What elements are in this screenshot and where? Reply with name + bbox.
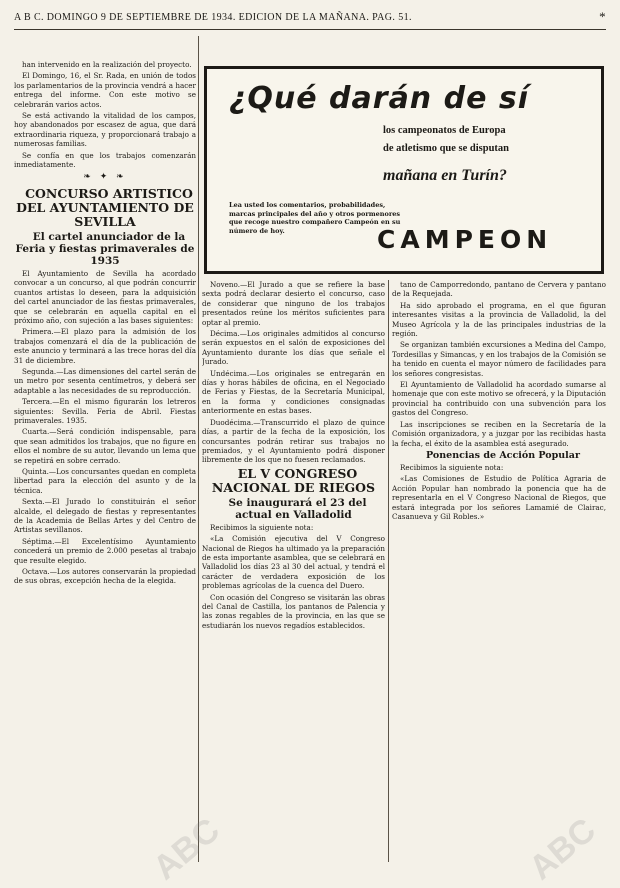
ad-brand: CAMPEON	[377, 225, 553, 254]
header-rule	[14, 29, 606, 30]
ad-title: ¿Qué darán de sí	[229, 81, 530, 116]
article-paragraph: Octava.—Los autores conservarán la propiedad de sus obras, excepción hecha de la elegida.	[14, 567, 196, 586]
ornament-divider: ❧ ✦ ❧	[83, 172, 127, 183]
ad-note: Lea usted los comentarios, probabilidades, marcas principales del año y otros pormenores que recoge nuestro compañero Campeón en su número de hoy.	[229, 201, 401, 235]
article-paragraph: tano de Camporredondo, pantano de Cervera y pantano de la Requejada.	[392, 280, 606, 299]
article-paragraph: Quinta.—Los concursantes quedan en completa libertad para la elección del asunto y de la técnica.	[14, 467, 196, 495]
article-paragraph: han intervenido en la realización del proyecto.	[22, 60, 192, 69]
article-subheadline: Se inaugurará el 23 del actual en Valladolid	[228, 496, 367, 521]
column-middle	[202, 280, 385, 860]
ad-line: los campeonatos de Europa	[383, 125, 506, 136]
article-paragraph: El Ayuntamiento de Sevilla ha acordado convocar a un concurso, al que podrán concurrir cuantos artistas lo deseen, para la adquisición del cartel anunciador de las fiestas primaverales, que se celebrarán en aquella capital en el próximo año, con sujeción a las bases siguientes:	[14, 268, 196, 325]
article-paragraph: Las inscripciones se reciben en la Secretaría de la Comisión organizadora, y a juzgar por las recibidas hasta la fecha, el éxito de la asamblea está asegurado.	[392, 419, 606, 448]
article-paragraph: «Las Comisiones de Estudio de Política Agraria de Acción Popular han nombrado la ponencia que ha de representarla en el V Congreso Nacional de Riegos, que estará integrada por los señores Lamamié de Clairac, Casanueva y Gil Robles.»	[392, 474, 606, 521]
header-text: A B C. DOMINGO 9 DE SEPTIEMBRE DE 1934. EDICION DE LA MAÑANA. PAG. 51.	[14, 11, 412, 23]
article-paragraph: Duodécima.—Transcurrido el plazo de quince días, a partir de la fecha de la exposición, los concursantes podrán retirar sus trabajos no premiados, y el Ayuntamiento podrá disponer libremente de los que no fuesen reclamados.	[202, 417, 385, 465]
article-paragraph: Undécima.—Los originales se entregarán en días y horas hábiles de oficina, en el Negociado de Ferias y Fiestas, de la Secretaría Municipal, en la forma y condiciones consignadas anteriormente en estas bases.	[202, 368, 385, 416]
watermark-logo: ABC	[146, 810, 227, 888]
article-paragraph: Décima.—Los originales admitidos al concurso serán expuestos en el salón de exposiciones del Ayuntamiento durante los días que señale el Jurado.	[202, 329, 385, 367]
article-paragraph: Se organizan también excursiones a Medina del Campo, Tordesillas y Simancas, y en los trabajos de la Comisión se ha tenido en cuenta el mayor número de facilidades para los señores congresistas.	[392, 340, 606, 378]
ad-line: mañana en Turín?	[383, 167, 507, 184]
article-paragraph: Cuarta.—Será condición indispensable, para que sean admitidos los trabajos, que no figure en ellos el nombre de su autor, llevando un lema que se repetirá en sobre cerrado.	[14, 427, 196, 465]
article-paragraph: «La Comisión ejecutiva del V Congreso Nacional de Riegos ha ultimado ya la preparación de esta importante asamblea, que se celebrará en Valladolid los días 23 al 30 del actual, y tendrá el carácter de verdadera exposición de los problemas agrícolas de la cuenca del Duero.	[202, 534, 385, 591]
article-paragraph: Noveno.—El Jurado a que se refiere la base sexta podrá declarar desierto el concurso, caso de considerar que ninguno de los trabajos presentados reúne los méritos suficientes para optar al premio.	[202, 280, 385, 327]
article-subheadline: El cartel anunciador de la Feria y fiestas primaverales de 1935	[15, 230, 195, 267]
article-paragraph: Primera.—El plazo para la admisión de los trabajos comenzará el día de la publicación de este anuncio y terminará a las trece horas del día 31 de diciembre.	[14, 327, 196, 365]
article-paragraph: El Domingo, 16, el Sr. Rada, en unión de todos los parlamentarios de la provincia vendrá a hacer entrega del informe. Con este motivo se celebrarán varios actos.	[14, 71, 196, 109]
article-paragraph: Recibimos la siguiente nota:	[400, 462, 504, 472]
campeon-advertisement	[204, 66, 604, 274]
column-right	[392, 280, 606, 860]
article-headline: Ponencias de Acción Popular	[426, 449, 580, 461]
article-paragraph: Recibimos la siguiente nota:	[210, 522, 314, 532]
article-headline: EL V CONGRESO NACIONAL DE RIEGOS	[211, 465, 376, 495]
article-paragraph: Sexta.—El Jurado lo constituirán el señor alcalde, el delegado de fiestas y representantes de la Academia de Bellas Artes y del Centro de Artistas sevillanos.	[14, 497, 196, 535]
article-paragraph: Tercera.—En el mismo figurarán los letreros siguientes: Sevilla. Feria de Abril. Fiestas primaverales. 1935.	[14, 397, 196, 425]
article-paragraph: Se está activando la vitalidad de los campos, hoy abandonados por escasez de agua, que dará extraordinaria riqueza, y proporcionará trabajo a numerosas familias.	[14, 111, 196, 149]
article-paragraph: El Ayuntamiento de Valladolid ha acordado sumarse al homenaje que con este motivo se ofrecerá, y la Diputación provincial ha contribuido con una subvención para los gastos del Congreso.	[392, 380, 606, 418]
column-divider	[388, 280, 389, 862]
article-paragraph: Se confía en que los trabajos comenzarán inmediatamente.	[14, 150, 196, 170]
page-header	[14, 8, 606, 26]
article-paragraph: Séptima.—El Excelentísimo Ayuntamiento concederá un premio de 2.000 pesetas al trabajo que resulte elegido.	[14, 536, 196, 565]
header-mark: *	[599, 9, 606, 24]
ad-line: de atletismo que se disputan	[383, 143, 510, 154]
article-paragraph: Ha sido aprobado el programa, en el que figuran interesantes visitas a la provincia de Valladolid, la del Museo Agrícola y la de las principales industrias de la región.	[392, 300, 606, 339]
column-left	[14, 60, 196, 860]
article-paragraph: Segunda.—Las dimensiones del cartel serán de un metro por sesenta centímetros, y deberá ser adaptable a las necesidades de su reproducción.	[14, 366, 196, 395]
watermark-logo: ABC	[522, 810, 603, 888]
column-divider	[198, 36, 199, 862]
article-paragraph: Con ocasión del Congreso se visitarán las obras del Canal de Castilla, los pantanos de Palencia y las zonas regables de la provincia, en las que se estudiarán los nuevos regadíos establecidos.	[202, 592, 385, 630]
article-headline: CONCURSO ARTISTICO DEL AYUNTAMIENTO DE SEVILLA	[16, 185, 194, 229]
